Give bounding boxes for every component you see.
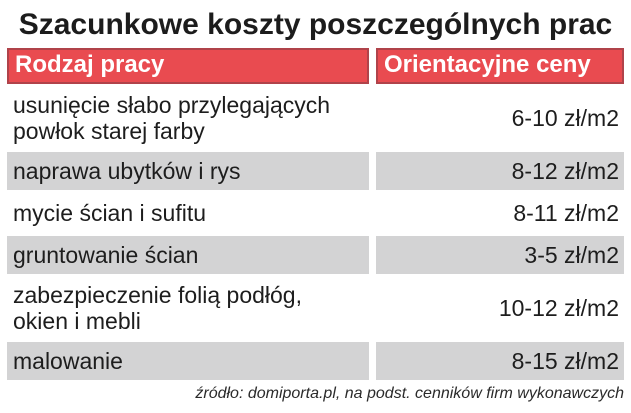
cost-table bbox=[0, 44, 631, 384]
price-cell: 8-15 zł/m2 bbox=[376, 342, 624, 380]
table-row bbox=[7, 342, 624, 380]
price-cell: 3-5 zł/m2 bbox=[376, 236, 624, 274]
column-header-work: Rodzaj pracy bbox=[7, 48, 369, 84]
source-caption: źródło: domiporta.pl, na podst. cenników firm wykonawczych bbox=[195, 385, 624, 402]
work-cell: usunięcie słabo przylegających powłok starej farby bbox=[13, 92, 331, 144]
column-header-price: Orientacyjne ceny bbox=[376, 48, 624, 84]
header-row bbox=[7, 48, 624, 84]
table-row bbox=[7, 278, 624, 338]
page-title: Szacunkowe koszty poszczególnych prac bbox=[18, 8, 613, 41]
table-row bbox=[7, 152, 624, 190]
table-header bbox=[7, 48, 624, 84]
table-row bbox=[7, 194, 624, 232]
work-cell: naprawa ubytków i rys bbox=[7, 152, 369, 190]
table-row bbox=[7, 236, 624, 274]
price-cell: 8-12 zł/m2 bbox=[376, 152, 624, 190]
work-cell: zabezpieczenie folią podłóg, okien i mebli bbox=[13, 282, 302, 334]
work-cell: gruntowanie ścian bbox=[7, 236, 369, 274]
work-cell: mycie ścian i sufitu bbox=[13, 200, 207, 226]
price-cell: 8-11 zł/m2 bbox=[513, 200, 619, 226]
price-cell: 6-10 zł/m2 bbox=[511, 105, 619, 131]
work-cell: malowanie bbox=[7, 342, 369, 380]
table-row bbox=[7, 88, 624, 148]
table-body bbox=[7, 88, 624, 380]
price-cell: 10-12 zł/m2 bbox=[498, 295, 619, 321]
